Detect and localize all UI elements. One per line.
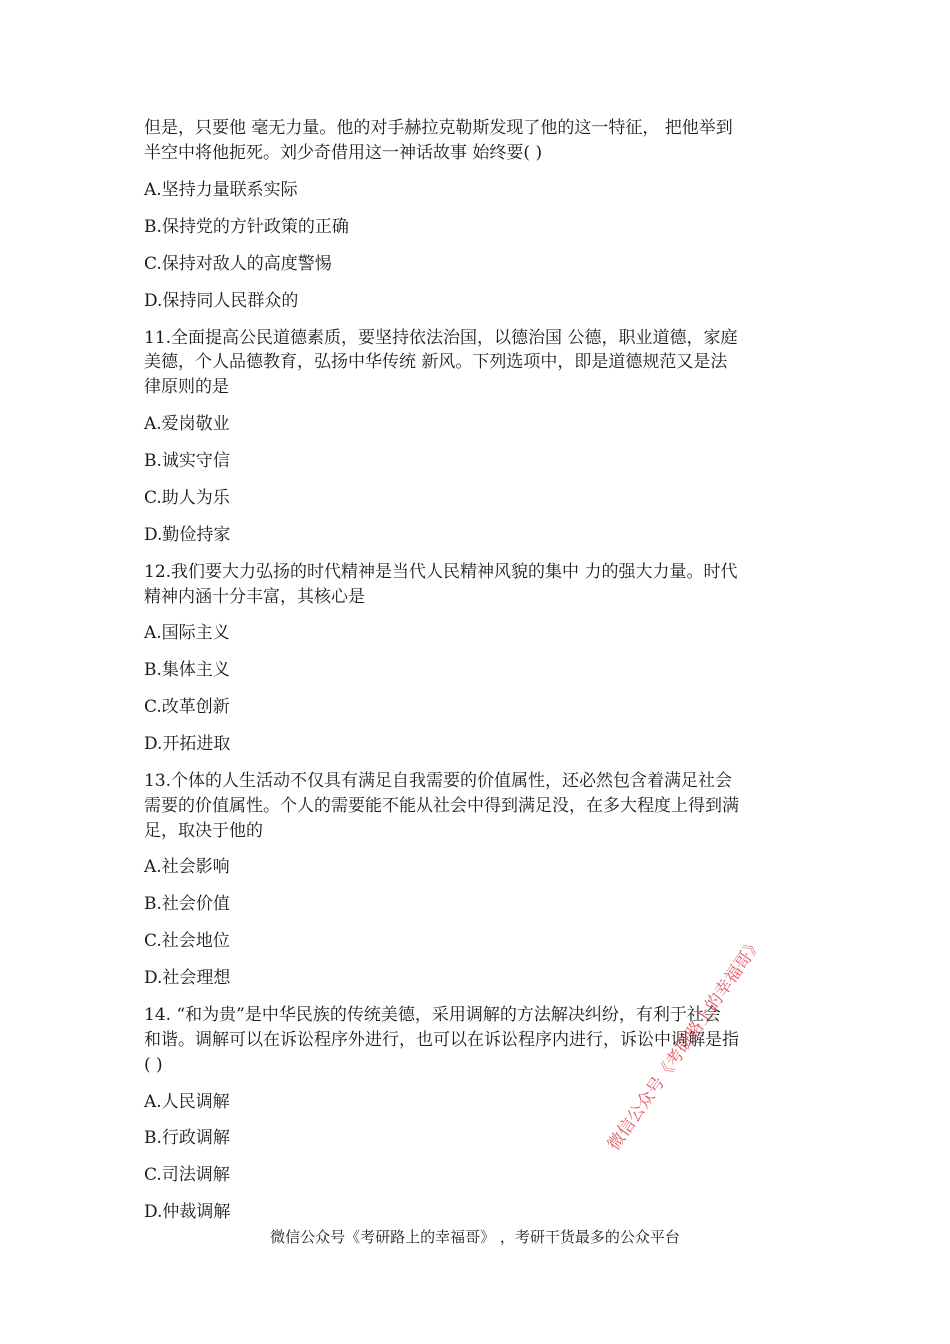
q14-text-line: ( ) [144,1055,163,1075]
q14-option-a: A.人民调解 [144,1092,230,1112]
q14-text-line: 和谐。调解可以在诉讼程序外进行，也可以在诉讼程序内进行，诉讼中调解是指 [144,1030,739,1050]
q13-option-b: B.社会价值 [144,894,230,914]
page-footer: 微信公众号《考研路上的幸福哥》 ，考研干货最多的公众平台 [270,1228,680,1246]
q13-text-line: 需要的价值属性。个人的需要能不能从社会中得到满足没，在多大程度上得到满 [144,796,739,816]
q12-option-b: B.集体主义 [144,660,230,680]
q10-text-line: 半空中将他扼死。刘少奇借用这一神话故事 始终要( ) [144,143,543,163]
q12-text-line: 12.我们要大力弘扬的时代精神是当代人民精神风貌的集中 力的强大力量。时代 [144,562,738,582]
q12-text-line: 精神内涵十分丰富，其核心是 [144,587,365,607]
q10-option-a: A.坚持力量联系实际 [144,180,298,200]
q12-option-c: C.改革创新 [144,697,230,717]
q13-option-c: C.社会地位 [144,931,230,951]
q11-text-line: 美德，个人品德教育，弘扬中华传统 新风。下列选项中，即是道德规范又是法 [144,352,728,372]
q11-text-line: 11.全面提高公民道德素质，要坚持依法治国，以德治国 公德，职业道德，家庭 [144,328,738,348]
q12-option-d: D.开拓进取 [144,734,231,754]
q10-option-b: B.保持党的方针政策的正确 [144,217,349,237]
q14-text-line: 14. “和为贵”是中华民族的传统美德，采用调解的方法解决纠纷，有利于社会 [144,1005,721,1025]
document-page [144,0,808,1344]
q11-option-b: B.诚实守信 [144,451,230,471]
watermark-stamp: 微信公众号《考研路上的幸福哥》 [604,933,767,1155]
q10-option-d: D.保持同人民群众的 [144,291,299,311]
q11-option-c: C.助人为乐 [144,488,230,508]
q14-option-c: C.司法调解 [144,1165,230,1185]
q13-text-line: 13.个体的人生活动不仅具有满足自我需要的价值属性，还必然包含着满足社会 [144,771,733,791]
q13-option-a: A.社会影响 [144,857,230,877]
q11-option-d: D.勤俭持家 [144,525,231,545]
q11-option-a: A.爱岗敬业 [144,414,230,434]
q12-option-a: A.国际主义 [144,623,230,643]
q10-text-line: 但是，只要他 毫无力量。他的对手赫拉克勒斯发现了他的这一特征， 把他举到 [144,118,733,138]
q13-text-line: 足，取决于他的 [144,821,263,841]
q10-option-c: C.保持对敌人的高度警惕 [144,254,332,274]
q14-option-b: B.行政调解 [144,1128,230,1148]
q14-option-d: D.仲裁调解 [144,1202,231,1222]
q11-text-line: 律原则的是 [144,377,229,397]
q13-option-d: D.社会理想 [144,968,231,988]
